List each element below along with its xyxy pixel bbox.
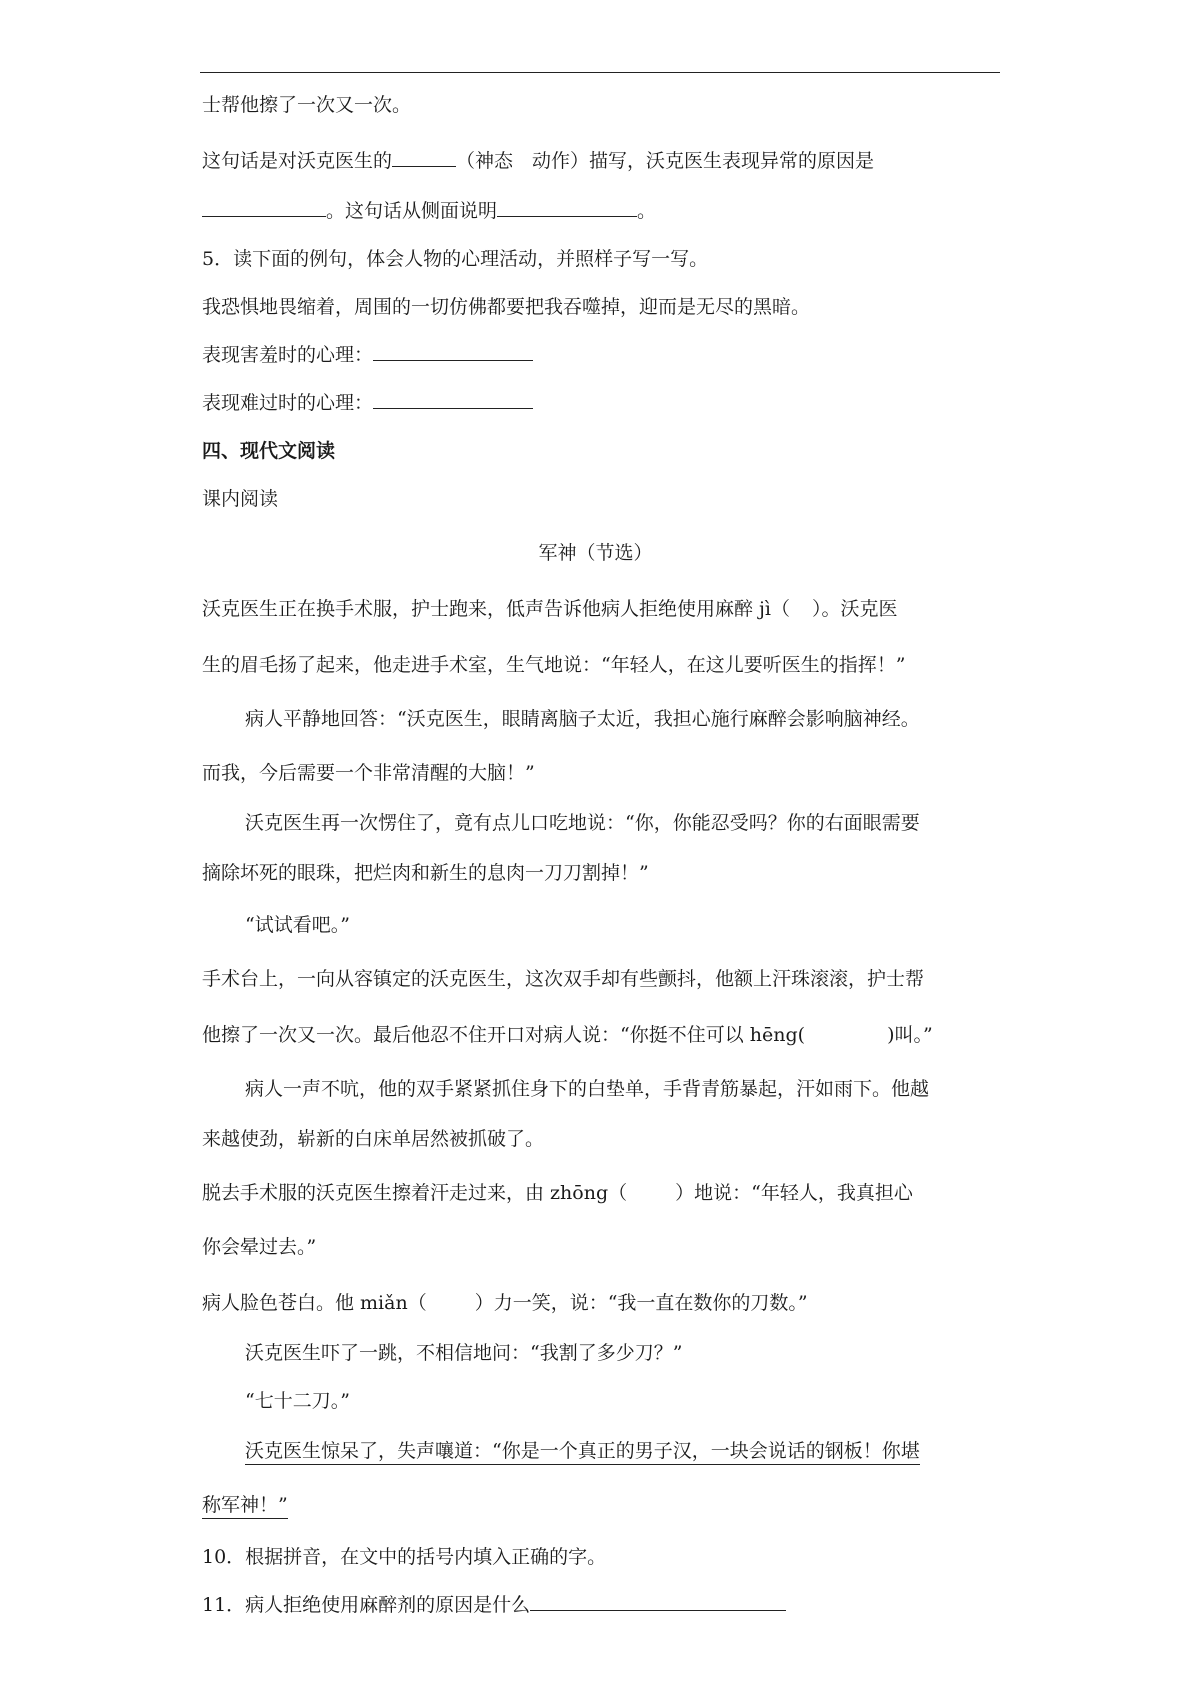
answer-blank[interactable] bbox=[392, 148, 456, 167]
section-heading: 四、现代文阅读 bbox=[202, 440, 336, 462]
passage-line bbox=[202, 596, 898, 622]
text-segment: 这句话是对沃克医生的 bbox=[202, 150, 393, 172]
text-segment: 脱去手术服的沃克医生擦着汗走过来，由 zhōng（ bbox=[202, 1182, 628, 1204]
text-segment: 。这句话从侧面说明 bbox=[326, 200, 498, 222]
answer-blank[interactable] bbox=[373, 390, 533, 409]
question-11 bbox=[202, 1592, 786, 1618]
passage-line: 而我，今后需要一个非常清醒的大脑！” bbox=[202, 762, 535, 784]
header-rule bbox=[200, 72, 1000, 73]
text-line: 士帮他擦了一次又一次。 bbox=[202, 94, 412, 116]
passage-line: 生的眉毛扬了起来，他走进手术室，生气地说：“年轻人，在这儿要听医生的指挥！” bbox=[202, 654, 906, 676]
text-segment: 11．病人拒绝使用麻醉剂的原因是什么 bbox=[202, 1594, 531, 1616]
text-segment: 。 bbox=[637, 200, 657, 222]
example-sentence: 我恐惧地畏缩着，周围的一切仿佛都要把我吞噬掉，迎而是无尽的黑暗。 bbox=[202, 296, 811, 318]
passage-title: 军神（节选） bbox=[538, 542, 653, 564]
passage-line: 你会晕过去。” bbox=[202, 1236, 317, 1258]
passage-line bbox=[202, 1180, 913, 1206]
passage-line: “七十二刀。” bbox=[245, 1390, 350, 1412]
question-5: 5．读下面的例句，体会人物的心理活动，并照样子写一写。 bbox=[202, 248, 709, 270]
passage-line: 病人平静地回答：“沃克医生，眼睛离脑子太近，我担心施行麻醉会影响脑神经。 bbox=[245, 708, 920, 730]
text-segment: )叫。” bbox=[887, 1024, 933, 1046]
text-segment: 表现难过时的心理： bbox=[202, 392, 374, 414]
answer-blank[interactable] bbox=[373, 342, 533, 361]
passage-line: 病人一声不吭，他的双手紧紧抓住身下的白垫单，手背青筋暴起，汗如雨下。他越 bbox=[245, 1078, 930, 1100]
answer-blank[interactable] bbox=[497, 198, 637, 217]
text-segment: ）力一笑，说：“我一直在数你的刀数。” bbox=[474, 1292, 808, 1314]
text-segment: 病人脸色苍白。他 miǎn（ bbox=[202, 1292, 427, 1314]
text-segment: 沃克医生正在换手术服，护士跑来，低声告诉他病人拒绝使用麻醉 jì（ bbox=[202, 598, 791, 620]
passage-line: 摘除坏死的眼珠，把烂肉和新生的息肉一刀刀割掉！” bbox=[202, 862, 649, 884]
sad-prompt bbox=[202, 390, 533, 416]
underlined-line: 称军神！” bbox=[202, 1492, 288, 1519]
text-segment: （神态 动作）描写，沃克医生表现异常的原因是 bbox=[456, 150, 875, 172]
underlined-line: 沃克医生惊呆了，失声嚷道：“你是一个真正的男子汉，一块会说话的钢板！你堪 bbox=[245, 1438, 920, 1465]
subheading: 课内阅读 bbox=[202, 488, 279, 510]
question-4-answer bbox=[202, 198, 656, 224]
passage-line bbox=[202, 1022, 933, 1048]
answer-blank[interactable] bbox=[202, 198, 326, 217]
question-10: 10．根据拼音，在文中的括号内填入正确的字。 bbox=[202, 1546, 607, 1568]
passage-line: “试试看吧。” bbox=[245, 914, 350, 936]
question-4-prompt bbox=[202, 148, 874, 174]
text-segment: ）地说：“年轻人，我真担心 bbox=[675, 1182, 913, 1204]
passage-line: 沃克医生吓了一跳，不相信地问：“我割了多少刀？” bbox=[245, 1342, 683, 1364]
text-segment: ）。沃克医 bbox=[812, 598, 898, 620]
text-segment: 他擦了一次又一次。最后他忍不住开口对病人说：“你挺不住可以 hēng( bbox=[202, 1024, 806, 1046]
passage-line: 手术台上，一向从容镇定的沃克医生，这次双手却有些颤抖，他额上汗珠滚滚，护士帮 bbox=[202, 968, 925, 990]
answer-blank[interactable] bbox=[530, 1592, 786, 1611]
passage-line bbox=[202, 1290, 808, 1316]
shy-prompt bbox=[202, 342, 533, 368]
passage-line: 来越使劲，崭新的白床单居然被抓破了。 bbox=[202, 1128, 545, 1150]
passage-line: 沃克医生再一次愣住了，竟有点儿口吃地说：“你，你能忍受吗？你的右面眼需要 bbox=[245, 812, 920, 834]
text-segment: 表现害羞时的心理： bbox=[202, 344, 374, 366]
